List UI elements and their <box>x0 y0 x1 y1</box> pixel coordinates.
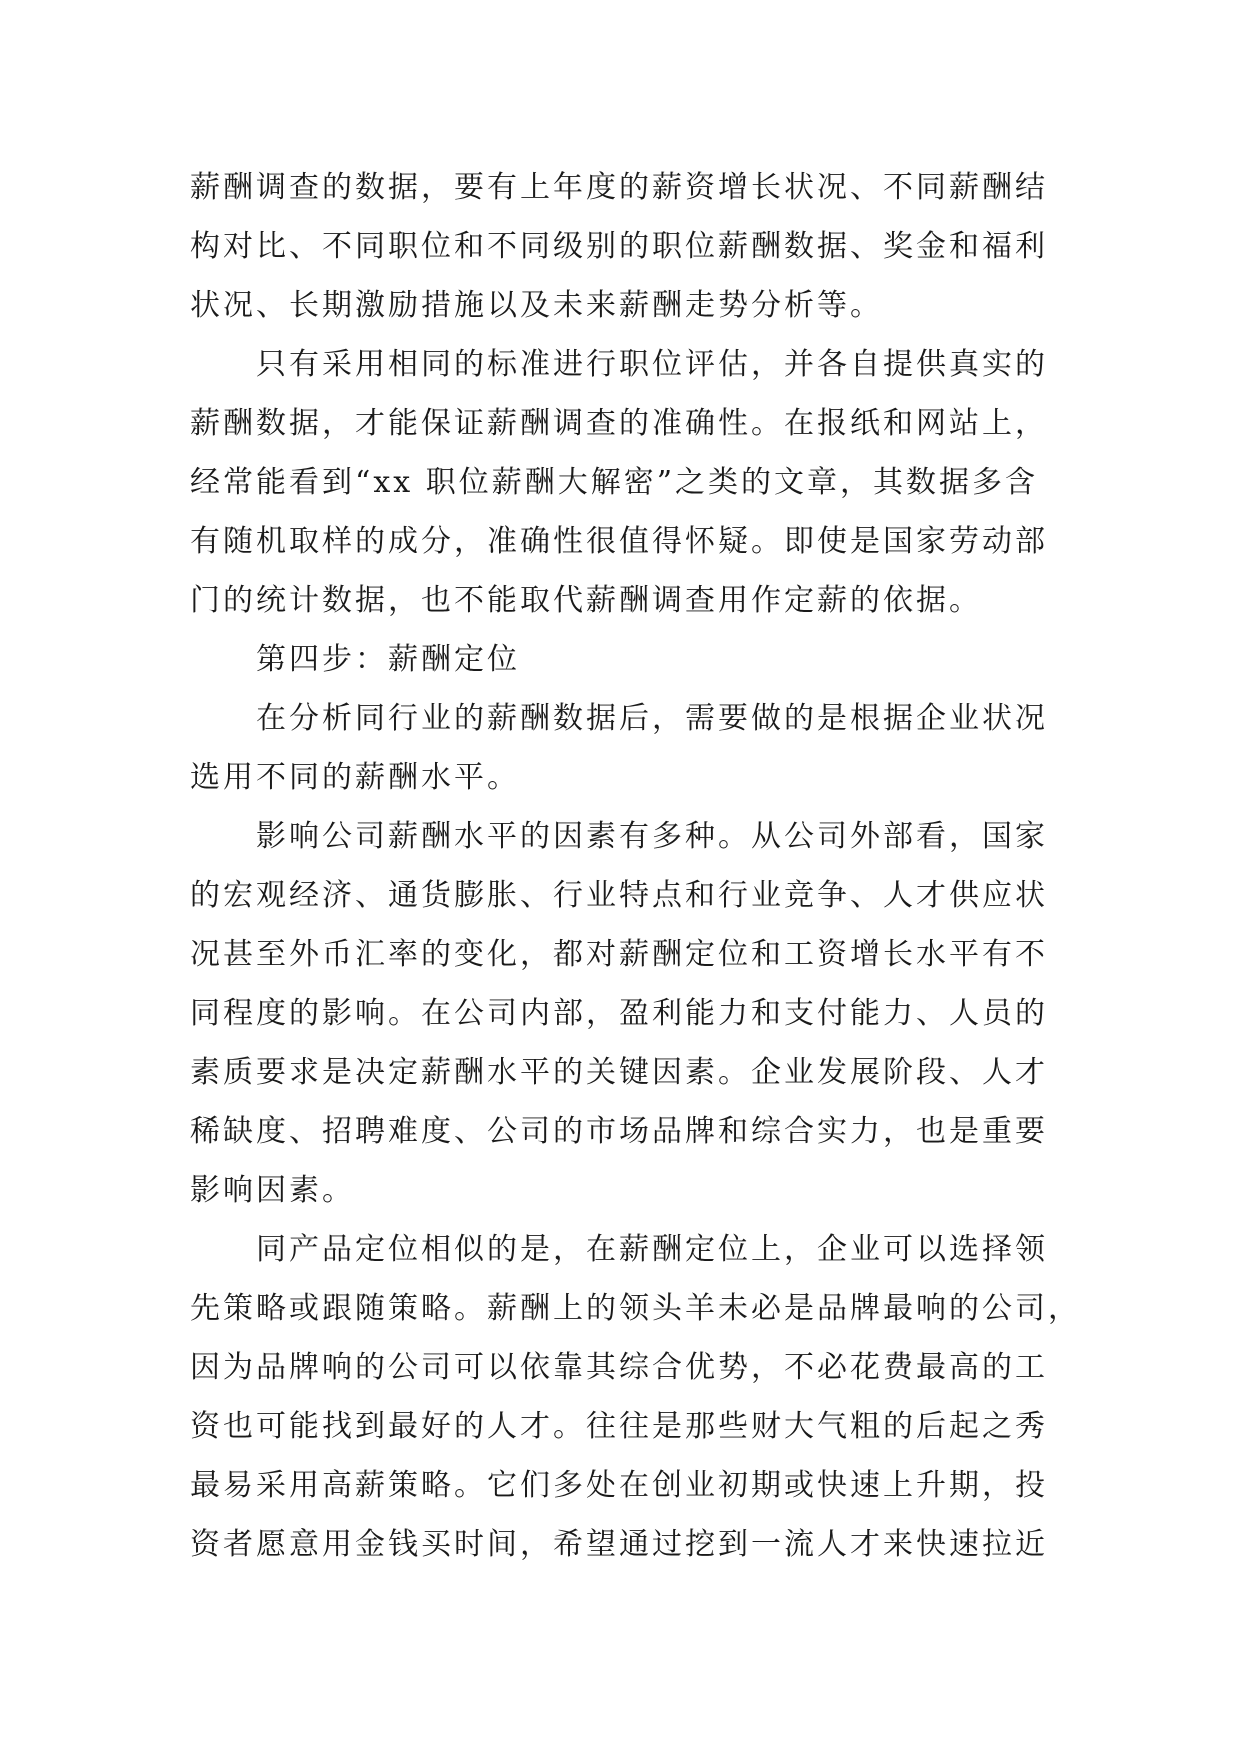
text-line: 构对比、不同职位和不同级别的职位薪酬数据、奖金和福利 <box>190 229 1048 264</box>
paragraph <box>190 689 1050 807</box>
text-line: 选用不同的薪酬水平。 <box>190 760 520 795</box>
text-line: 影响公司薪酬水平的因素有多种。从公司外部看，国家 <box>256 819 1048 854</box>
paragraph <box>190 807 1050 1220</box>
text-line: 状况、长期激励措施以及未来薪酬走势分析等。 <box>190 288 883 323</box>
text-line: 稀缺度、招聘难度、公司的市场品牌和综合实力，也是重要 <box>190 1114 1048 1149</box>
text-line: 薪酬调查的数据，要有上年度的薪资增长状况、不同薪酬结 <box>190 170 1048 205</box>
text-line: 有随机取样的成分，准确性很值得怀疑。即使是国家劳动部 <box>190 524 1048 559</box>
text-line: 薪酬数据，才能保证薪酬调查的准确性。在报纸和网站上， <box>190 406 1048 441</box>
paragraph <box>190 1220 1081 1574</box>
document-body <box>190 158 1081 1574</box>
section-heading <box>190 630 1050 689</box>
text-line: 先策略或跟随策略。薪酬上的领头羊未必是品牌最响的公司， <box>190 1291 1081 1326</box>
text-line: 影响因素。 <box>190 1173 355 1208</box>
text-line: 在分析同行业的薪酬数据后，需要做的是根据企业状况 <box>256 701 1048 736</box>
text-line: 的宏观经济、通货膨胀、行业特点和行业竞争、人才供应状 <box>190 878 1048 913</box>
text-line: 最易采用高薪策略。它们多处在创业初期或快速上升期，投 <box>190 1468 1048 1503</box>
text-line: 同程度的影响。在公司内部，盈利能力和支付能力、人员的 <box>190 996 1048 1031</box>
text-line: 素质要求是决定薪酬水平的关键因素。企业发展阶段、人才 <box>190 1055 1048 1090</box>
text-line: 门的统计数据，也不能取代薪酬调查用作定薪的依据。 <box>190 583 982 618</box>
text-line: 况甚至外币汇率的变化，都对薪酬定位和工资增长水平有不 <box>190 937 1048 972</box>
text-line: 资也可能找到最好的人才。往往是那些财大气粗的后起之秀 <box>190 1409 1048 1444</box>
text-line: 经常能看到“xx 职位薪酬大解密”之类的文章，其数据多含 <box>190 465 1039 500</box>
text-line: 只有采用相同的标准进行职位评估，并各自提供真实的 <box>256 347 1048 382</box>
heading-text: 第四步：薪酬定位 <box>256 642 520 677</box>
text-line: 资者愿意用金钱买时间，希望通过挖到一流人才来快速拉近 <box>190 1527 1048 1562</box>
paragraph <box>190 335 1050 630</box>
paragraph <box>190 158 1050 335</box>
text-line: 同产品定位相似的是，在薪酬定位上，企业可以选择领 <box>256 1232 1048 1267</box>
text-line: 因为品牌响的公司可以依靠其综合优势，不必花费最高的工 <box>190 1350 1048 1385</box>
